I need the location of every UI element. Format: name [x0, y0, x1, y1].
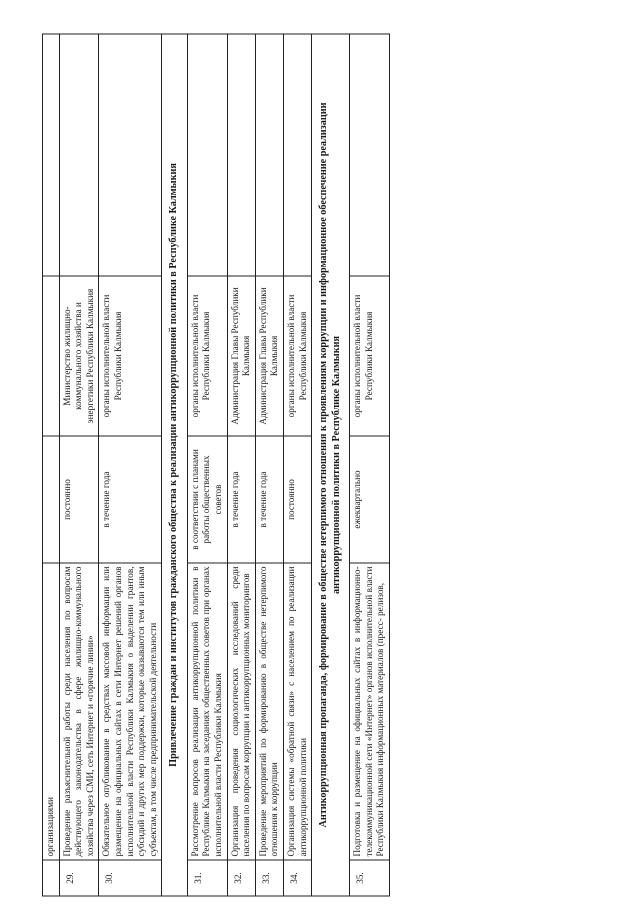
- extra-cell: [283, 34, 311, 276]
- table-row: [59, 34, 99, 896]
- term-cell: ежеквартально: [349, 436, 389, 563]
- measure-cell: организациями: [43, 563, 60, 860]
- table-row: [255, 34, 283, 896]
- executor-cell: органы исполнительной власти Республики Калмыкия: [283, 276, 311, 436]
- action-plan-table: [42, 34, 390, 897]
- extra-cell: [43, 34, 60, 276]
- measure-cell: [349, 563, 389, 860]
- term-cell: постоянно: [283, 436, 311, 563]
- measure-text-fragment: информационно-телекоммуникационной сети: [351, 566, 374, 857]
- section-row: [312, 34, 350, 896]
- extra-cell: [227, 34, 255, 276]
- extra-cell: [349, 34, 389, 276]
- measure-cell: Организация проведения социологических исследований среди населения по вопросам коррупции и антикоррупционных мониторингов: [227, 563, 255, 860]
- extra-cell: [255, 34, 283, 276]
- table-row: [349, 34, 389, 896]
- term-cell: в течение года: [227, 436, 255, 563]
- executor-cell: Министерство жилищно- коммунального хозяйства и энергетики Республики Калмыкия: [59, 276, 99, 436]
- term-cell: в соответствии с планами работы общественных советов: [187, 436, 227, 563]
- num-cell: 32.: [227, 860, 255, 896]
- measure-cell: Проведение мероприятий по формированию в обществе нетерпимого отношения к коррупции: [255, 563, 283, 860]
- table-row: [187, 34, 227, 896]
- num-cell: 34.: [283, 860, 311, 896]
- executor-cell: органы исполнительной власти Республики Калмыкия: [349, 276, 389, 436]
- section-title: Привлечение граждан и институтов гражданского общества к реализации антикоррупционной политики в Республике Калмыкия: [162, 34, 187, 896]
- executor-cell: Администрация Главы Республики Калмыкия: [255, 276, 283, 436]
- section-title: Антикоррупционная пропаганда, формирование в обществе нетерпимого отношения к проявлениям коррупции и информационное обеспечение реализации антикоррупционной политики в Республике Калмыкия: [312, 34, 350, 896]
- term-cell: в течение года: [255, 436, 283, 563]
- term-cell: в течение года: [99, 436, 162, 563]
- measure-cell: Обязательное опубликование в средствах массовой информации или размещение на официальных сайтах в сети Интернет решений органов исполнительной власти Республики Калмыкия о выделении грантов, субсидий и других мер поддержки, которые оказываются тем или иным субъектам, в том числе предпринимательской деятельности: [99, 563, 162, 860]
- num-cell: 29.: [59, 860, 99, 896]
- executor-cell: Администрация Главы Республики Калмыкия: [227, 276, 255, 436]
- table-row: [283, 34, 311, 896]
- executor-cell: [43, 276, 60, 436]
- table-row: [43, 34, 60, 896]
- measure-text-lead: Подготовка и размещение на официальных сайтах в: [351, 633, 362, 857]
- extra-cell: [187, 34, 227, 276]
- num-cell: [43, 860, 60, 896]
- measure-text: «Интернет» органов исполнительной власти Республики Калмыкия информационных материалов (пресс- релизов,: [363, 566, 386, 857]
- table-row: [99, 34, 162, 896]
- executor-cell: органы исполнительной власти Республики Калмыкия: [99, 276, 162, 436]
- measure-cell: Организация системы «обратной связи» с населением по реализации антикоррупционной политики: [283, 563, 311, 860]
- num-cell: 31.: [187, 860, 227, 896]
- measure-cell: Проведение разъяснительной работы среди населения по вопросам действующего законодательства в сфере жилищно-коммунального хозяйства через СМИ, сеть Интернет и «горячие линии»: [59, 563, 99, 860]
- extra-cell: [99, 34, 162, 276]
- num-cell: 30.: [99, 860, 162, 896]
- term-cell: постоянно: [59, 436, 99, 563]
- extra-cell: [59, 34, 99, 276]
- term-cell: [43, 436, 60, 563]
- section-row: [162, 34, 187, 896]
- table-row: [227, 34, 255, 896]
- table-body: [43, 34, 390, 896]
- num-cell: 33.: [255, 860, 283, 896]
- executor-cell: органы исполнительной власти Республики Калмыкия: [187, 276, 227, 436]
- measure-cell: Рассмотрение вопросов реализации антикоррупционной политики в Республике Калмыкия на заседаниях общественных советов при органах исполнительной власти Республики Калмыкия: [187, 563, 227, 860]
- num-cell: 35.: [349, 860, 389, 896]
